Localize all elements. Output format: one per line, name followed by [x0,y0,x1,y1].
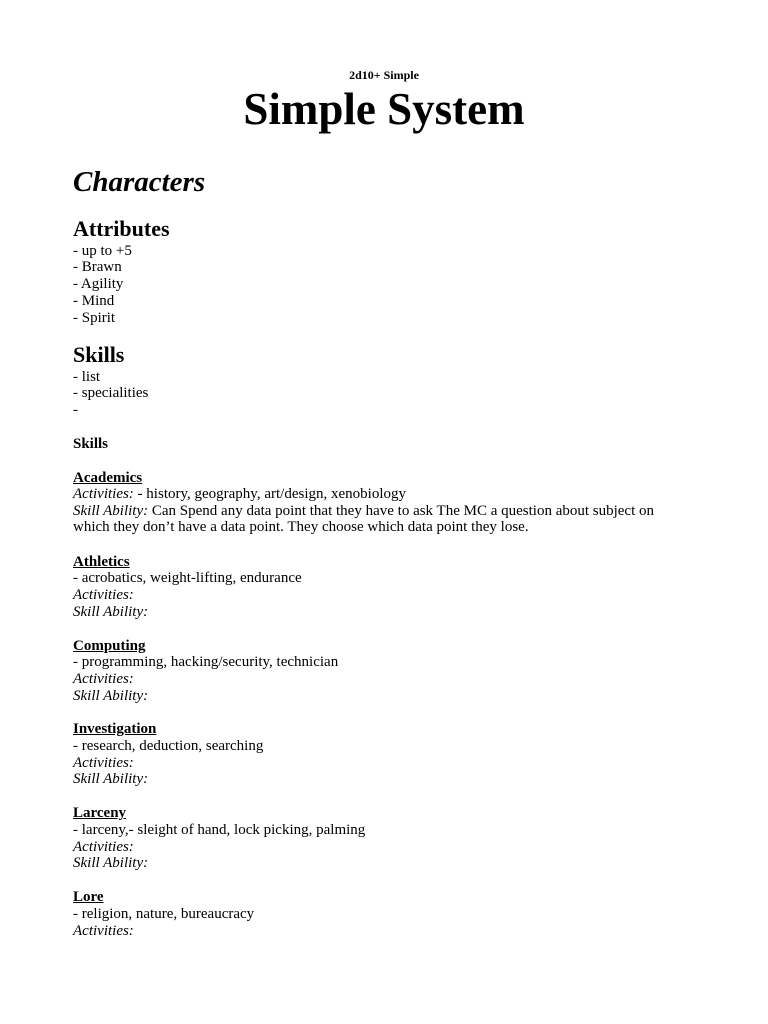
activities-label: Activities: [73,839,134,855]
doc-subtitle: 2d10+ Simple [349,68,419,82]
skill-name-academics: Academics [73,470,143,486]
skill-name-athletics: Athletics [73,554,130,570]
skill-name-lore: Lore [73,889,104,905]
activities-label: Activities: [73,587,134,603]
skill-list: - religion, nature, bureaucracy [73,906,255,922]
attribute-item: - up to +5 [73,243,132,259]
ability-label: Skill Ability: [73,855,149,871]
skill-name-larceny: Larceny [73,805,127,821]
attribute-item: - Mind [73,293,115,309]
activities-label: Activities: [73,923,134,939]
ability-label: Skill Ability: [73,604,149,620]
ability-text: Can Spend any data point that they have to ask The MC a question about subject on [148,503,655,519]
skill-list: - larceny,- sleight of hand, lock picking, palming [73,822,366,838]
attribute-item: - Spirit [73,310,116,326]
skill-ability-continued: which they don’t have a data point. They choose which data point they lose. [73,519,529,535]
skills-intro-item: - [73,402,78,418]
section-title: Characters [73,166,206,198]
activities-text: - history, geography, art/design, xenobiology [133,486,406,502]
attribute-item: - Agility [73,276,124,292]
skills-heading: Skills [73,342,125,367]
skill-ability [73,504,654,519]
skill-list: - programming, hacking/security, technician [73,654,339,670]
activities-label: Activities: [73,671,134,687]
skill-activities [73,487,406,502]
ability-label: Skill Ability: [73,771,149,787]
skills-subheading: Skills [73,436,109,452]
activities-label: Activities: [73,755,134,771]
skill-name-investigation: Investigation [73,721,157,737]
ability-label: Skill Ability: [73,688,149,704]
attribute-item: - Brawn [73,259,122,275]
skills-intro-item: - specialities [73,385,149,401]
activities-label: Activities: [73,486,134,502]
skill-list: - acrobatics, weight-lifting, endurance [73,570,302,586]
doc-title: Simple System [243,84,525,134]
attributes-heading: Attributes [73,216,170,241]
skills-intro-item: - list [73,369,101,385]
skill-name-computing: Computing [73,638,146,654]
skill-list: - research, deduction, searching [73,738,264,754]
ability-label: Skill Ability: [73,503,149,519]
